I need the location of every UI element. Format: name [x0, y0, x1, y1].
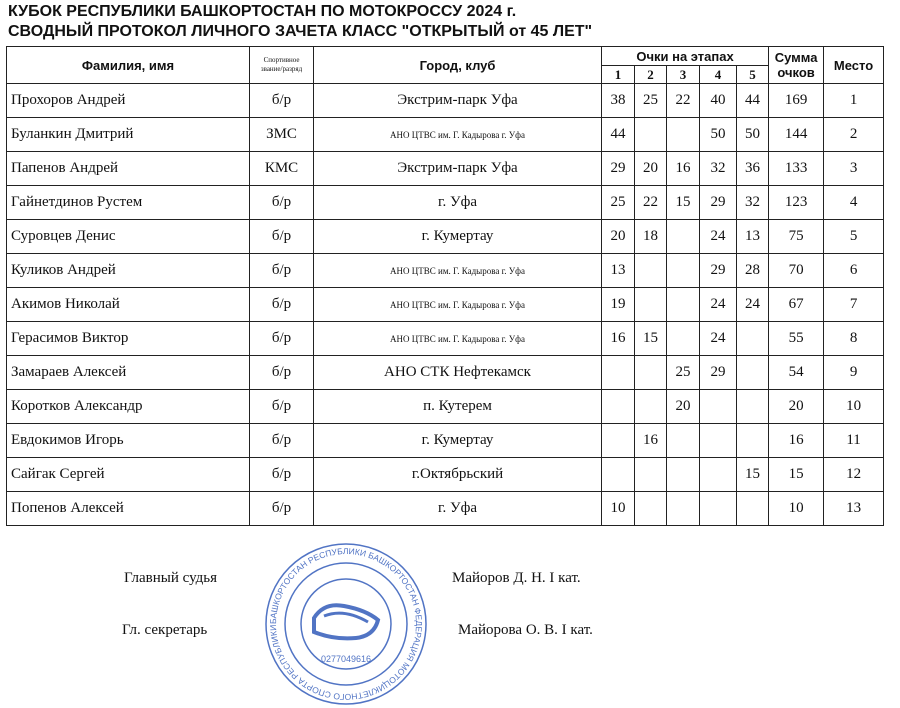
- athlete-club: Экстрим-парк Уфа: [314, 84, 602, 118]
- title-line-2: СВОДНЫЙ ПРОТОКОЛ ЛИЧНОГО ЗАЧЕТА КЛАСС "ОТКРЫТЫЙ от 45 ЛЕТ": [8, 23, 593, 40]
- header-rank-line1: Спортивное: [263, 56, 300, 64]
- chief-secretary-label: Гл. секретарь: [122, 622, 208, 638]
- total-points: 15: [769, 458, 824, 492]
- athlete-rank: б/р: [250, 492, 314, 526]
- stage-1-points: 25: [602, 186, 635, 220]
- athlete-name: Попенов Алексей: [7, 492, 250, 526]
- athlete-club: АНО ЦТВС им. Г. Кадырова г. Уфа: [314, 118, 602, 152]
- final-place: 1: [824, 84, 884, 118]
- stage-4-points: 29: [700, 254, 737, 288]
- stage-1-points: 16: [602, 322, 635, 356]
- stage-2-points: 16: [635, 424, 667, 458]
- stage-5-points: 32: [737, 186, 769, 220]
- stage-5-points: 13: [737, 220, 769, 254]
- total-points: 54: [769, 356, 824, 390]
- stage-5-points: 50: [737, 118, 769, 152]
- header-name: Фамилия, имя: [7, 47, 250, 84]
- svg-text:БАШКОРТОСТАН РЕСПУБЛИКИ БАШКОР: [268, 546, 424, 702]
- athlete-name: Гайнетдинов Рустем: [7, 186, 250, 220]
- athlete-rank: б/р: [250, 322, 314, 356]
- official-stamp: [262, 540, 430, 708]
- stage-5-points: 24: [737, 288, 769, 322]
- stage-2-points: 25: [635, 84, 667, 118]
- final-place: 7: [824, 288, 884, 322]
- header-sum-line1: Сумма: [774, 50, 818, 65]
- table-header-row: [7, 47, 884, 66]
- final-place: 9: [824, 356, 884, 390]
- header-stage-4: 4: [700, 66, 737, 84]
- stage-3-points: [667, 458, 700, 492]
- athlete-rank: б/р: [250, 220, 314, 254]
- stage-2-points: 20: [635, 152, 667, 186]
- final-place: 10: [824, 390, 884, 424]
- total-points: 55: [769, 322, 824, 356]
- stage-5-points: 36: [737, 152, 769, 186]
- table-row: [7, 186, 884, 220]
- table-row: [7, 152, 884, 186]
- stage-3-points: 22: [667, 84, 700, 118]
- stage-1-points: 20: [602, 220, 635, 254]
- stage-5-points: [737, 390, 769, 424]
- stage-1-points: 19: [602, 288, 635, 322]
- total-points: 144: [769, 118, 824, 152]
- athlete-club: АНО ЦТВС им. Г. Кадырова г. Уфа: [314, 254, 602, 288]
- stage-5-points: [737, 322, 769, 356]
- final-place: 6: [824, 254, 884, 288]
- header-place: Место: [824, 47, 884, 84]
- stage-2-points: [635, 254, 667, 288]
- stage-1-points: [602, 356, 635, 390]
- total-points: 70: [769, 254, 824, 288]
- stage-3-points: 20: [667, 390, 700, 424]
- stage-5-points: 44: [737, 84, 769, 118]
- athlete-rank: ЗМС: [250, 118, 314, 152]
- header-sum: [769, 47, 824, 84]
- stage-1-points: 29: [602, 152, 635, 186]
- stage-2-points: 15: [635, 322, 667, 356]
- stage-1-points: [602, 424, 635, 458]
- header-stage-5: 5: [737, 66, 769, 84]
- stage-4-points: 32: [700, 152, 737, 186]
- stage-5-points: [737, 356, 769, 390]
- stage-4-points: 40: [700, 84, 737, 118]
- final-place: 5: [824, 220, 884, 254]
- stage-1-points: [602, 390, 635, 424]
- athlete-name: Акимов Николай: [7, 288, 250, 322]
- athlete-rank: б/р: [250, 356, 314, 390]
- final-place: 3: [824, 152, 884, 186]
- stage-2-points: [635, 288, 667, 322]
- athlete-name: Замараев Алексей: [7, 356, 250, 390]
- stage-4-points: [700, 390, 737, 424]
- stage-1-points: [602, 458, 635, 492]
- stage-2-points: 18: [635, 220, 667, 254]
- athlete-club: Экстрим-парк Уфа: [314, 152, 602, 186]
- stage-4-points: 24: [700, 220, 737, 254]
- athlete-name: Сайгак Сергей: [7, 458, 250, 492]
- final-place: 4: [824, 186, 884, 220]
- stage-3-points: 15: [667, 186, 700, 220]
- header-rank-line2: звание/разряд: [260, 65, 303, 73]
- stage-5-points: 28: [737, 254, 769, 288]
- athlete-club: АНО СТК Нефтекамск: [314, 356, 602, 390]
- stage-4-points: [700, 492, 737, 526]
- total-points: 169: [769, 84, 824, 118]
- stage-2-points: 22: [635, 186, 667, 220]
- stage-2-points: [635, 118, 667, 152]
- table-row: [7, 254, 884, 288]
- stage-3-points: [667, 220, 700, 254]
- header-stage-2: 2: [635, 66, 667, 84]
- final-place: 13: [824, 492, 884, 526]
- results-table: [6, 46, 884, 526]
- stage-3-points: [667, 492, 700, 526]
- stage-2-points: [635, 458, 667, 492]
- athlete-name: Герасимов Виктор: [7, 322, 250, 356]
- header-rank: [250, 47, 314, 84]
- stage-2-points: [635, 492, 667, 526]
- table-body: [7, 84, 884, 526]
- athlete-name: Буланкин Дмитрий: [7, 118, 250, 152]
- total-points: 16: [769, 424, 824, 458]
- athlete-rank: б/р: [250, 84, 314, 118]
- chief-secretary-name: Майорова О. В. I кат.: [458, 622, 593, 638]
- stage-1-points: 13: [602, 254, 635, 288]
- total-points: 133: [769, 152, 824, 186]
- table-row: [7, 390, 884, 424]
- athlete-club: АНО ЦТВС им. Г. Кадырова г. Уфа: [314, 288, 602, 322]
- athlete-rank: КМС: [250, 152, 314, 186]
- stage-3-points: 16: [667, 152, 700, 186]
- athlete-club: г. Уфа: [314, 492, 602, 526]
- stage-1-points: 44: [602, 118, 635, 152]
- stage-4-points: 50: [700, 118, 737, 152]
- stage-4-points: [700, 424, 737, 458]
- final-place: 8: [824, 322, 884, 356]
- table-row: [7, 356, 884, 390]
- athlete-club: г. Кумертау: [314, 220, 602, 254]
- header-stage-3: 3: [667, 66, 700, 84]
- total-points: 75: [769, 220, 824, 254]
- table-row: [7, 458, 884, 492]
- stamp-number: 0277049616: [320, 654, 372, 664]
- table-row: [7, 84, 884, 118]
- stage-4-points: 24: [700, 322, 737, 356]
- athlete-rank: б/р: [250, 254, 314, 288]
- athlete-name: Прохоров Андрей: [7, 84, 250, 118]
- athlete-name: Евдокимов Игорь: [7, 424, 250, 458]
- stage-1-points: 10: [602, 492, 635, 526]
- header-stages: Очки на этапах: [602, 47, 769, 66]
- final-place: 12: [824, 458, 884, 492]
- stage-4-points: 29: [700, 356, 737, 390]
- total-points: 10: [769, 492, 824, 526]
- table-row: [7, 288, 884, 322]
- total-points: 67: [769, 288, 824, 322]
- stage-5-points: [737, 492, 769, 526]
- total-points: 123: [769, 186, 824, 220]
- athlete-rank: б/р: [250, 458, 314, 492]
- table-row: [7, 220, 884, 254]
- athlete-rank: б/р: [250, 186, 314, 220]
- stage-5-points: [737, 424, 769, 458]
- final-place: 11: [824, 424, 884, 458]
- final-place: 2: [824, 118, 884, 152]
- stage-3-points: [667, 118, 700, 152]
- stamp-ring-text: БАШКОРТОСТАН РЕСПУБЛИКИ БАШКОРТОСТАН ФЕДЕРАЦИЯ МОТОЦИКЛЕТНОГО СПОРТА РЕСПУБЛИКИ: [267, 545, 425, 703]
- stage-3-points: [667, 288, 700, 322]
- stage-5-points: 15: [737, 458, 769, 492]
- table-row: [7, 322, 884, 356]
- athlete-name: Суровцев Денис: [7, 220, 250, 254]
- table-row: [7, 118, 884, 152]
- athlete-club: п. Кутерем: [314, 390, 602, 424]
- athlete-name: Коротков Александр: [7, 390, 250, 424]
- header-sum-line2: очков: [777, 65, 815, 80]
- athlete-rank: б/р: [250, 288, 314, 322]
- stage-3-points: [667, 254, 700, 288]
- table-row: [7, 424, 884, 458]
- stage-3-points: [667, 322, 700, 356]
- document-title: [8, 2, 592, 42]
- athlete-name: Куликов Андрей: [7, 254, 250, 288]
- athlete-club: г. Уфа: [314, 186, 602, 220]
- athlete-name: Папенов Андрей: [7, 152, 250, 186]
- title-line-1: КУБОК РЕСПУБЛИКИ БАШКОРТОСТАН ПО МОТОКРОССУ 2024 г.: [8, 3, 517, 20]
- table-row: [7, 492, 884, 526]
- chief-judge-name: Майоров Д. Н. I кат.: [452, 570, 581, 586]
- stage-3-points: [667, 424, 700, 458]
- chief-judge-label: Главный судья: [124, 570, 218, 586]
- stage-4-points: [700, 458, 737, 492]
- athlete-club: АНО ЦТВС им. Г. Кадырова г. Уфа: [314, 322, 602, 356]
- stage-1-points: 38: [602, 84, 635, 118]
- header-club: Город, клуб: [314, 47, 602, 84]
- stage-3-points: 25: [667, 356, 700, 390]
- athlete-rank: б/р: [250, 390, 314, 424]
- total-points: 20: [769, 390, 824, 424]
- stage-2-points: [635, 356, 667, 390]
- athlete-rank: б/р: [250, 424, 314, 458]
- stage-4-points: 24: [700, 288, 737, 322]
- athlete-club: г. Кумертау: [314, 424, 602, 458]
- header-stage-1: 1: [602, 66, 635, 84]
- stage-4-points: 29: [700, 186, 737, 220]
- stage-2-points: [635, 390, 667, 424]
- athlete-club: г.Октябрьский: [314, 458, 602, 492]
